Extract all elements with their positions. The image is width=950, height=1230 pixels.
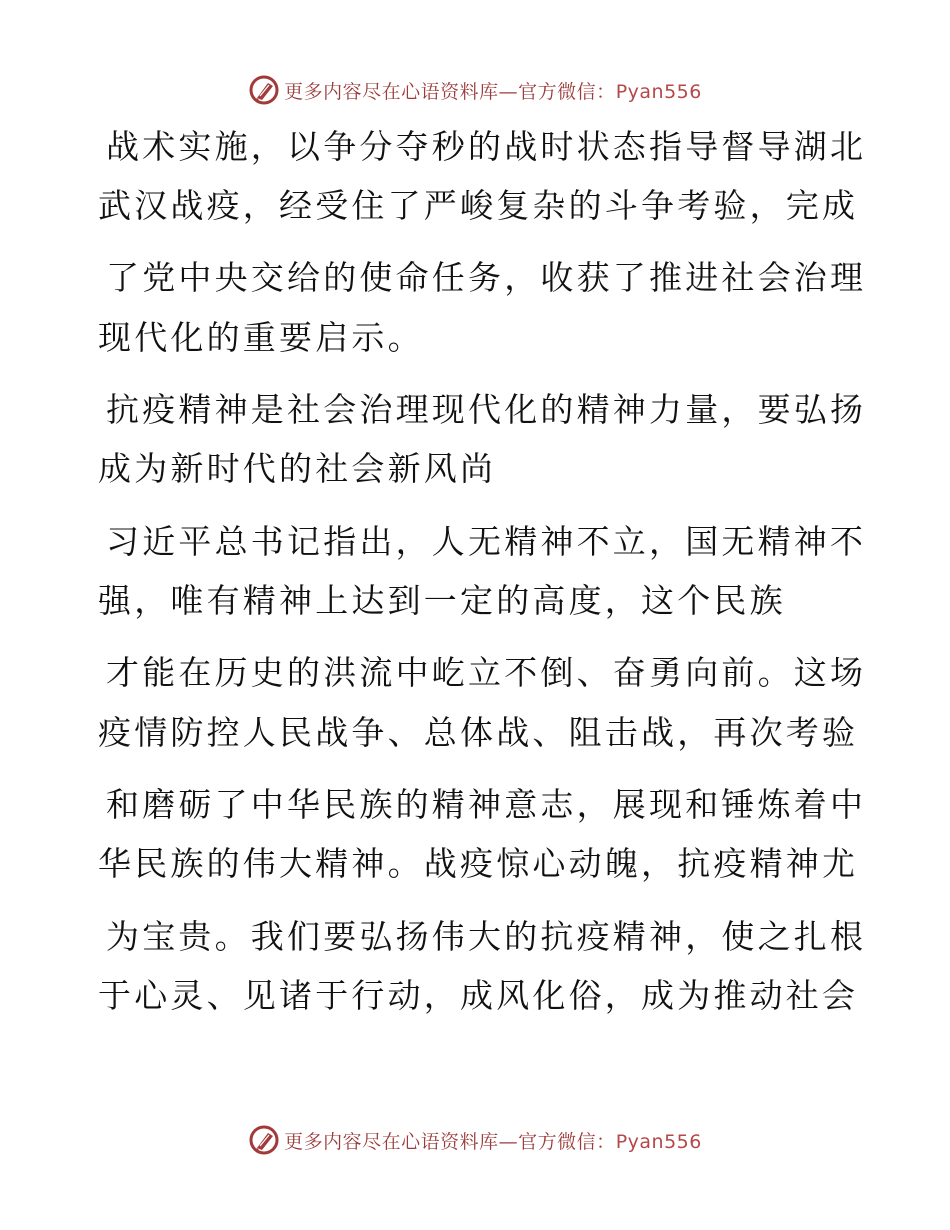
watermark-contact-value: Pyan556 bbox=[615, 80, 702, 103]
watermark-separator: — bbox=[498, 1130, 519, 1153]
text-line: 了党中央交给的使命任务，收获了推进社会治理 bbox=[106, 258, 867, 297]
watermark-separator: — bbox=[498, 80, 519, 103]
watermark-contact-label: 官方微信： bbox=[518, 1130, 616, 1153]
footer-watermark bbox=[0, 1120, 950, 1160]
text-line: 才能在历史的洪流中屹立不倒、奋勇向前。这场 bbox=[106, 653, 867, 692]
watermark-contact-value: Pyan556 bbox=[615, 1130, 702, 1153]
pen-nib-circle-icon bbox=[248, 1124, 280, 1156]
text-line: 武汉战疫，经受住了严峻复杂的斗争考验，完成 bbox=[98, 186, 859, 225]
watermark-brand: 更多内容尽在心语资料库 bbox=[284, 80, 499, 103]
text-line: 为宝贵。我们要弘扬伟大的抗疫精神，使之扎根 bbox=[106, 917, 867, 956]
text-line: 于心灵、见诸于行动，成风化俗，成为推动社会 bbox=[98, 976, 859, 1015]
watermark-text bbox=[284, 1127, 702, 1154]
text-line: 疫情防控人民战争、总体战、阻击战，再次考验 bbox=[98, 713, 859, 752]
text-line: 现代化的重要启示。 bbox=[98, 318, 424, 357]
text-line: 华民族的伟大精神。战疫惊心动魄，抗疫精神尤 bbox=[98, 844, 859, 883]
text-line: 成为新时代的社会新风尚 bbox=[98, 449, 497, 488]
pen-nib-circle-icon bbox=[248, 74, 280, 106]
watermark-text bbox=[284, 77, 702, 104]
text-line: 和磨砺了中华民族的精神意志，展现和锤炼着中 bbox=[106, 785, 867, 824]
text-line: 强，唯有精神上达到一定的高度，这个民族 bbox=[98, 581, 786, 620]
watermark-contact-label: 官方微信： bbox=[518, 80, 616, 103]
watermark-brand: 更多内容尽在心语资料库 bbox=[284, 1130, 499, 1153]
text-line: 习近平总书记指出，人无精神不立，国无精神不 bbox=[106, 522, 867, 561]
text-line: 抗疫精神是社会治理现代化的精神力量，要弘扬 bbox=[106, 390, 867, 429]
text-line: 战术实施，以争分夺秒的战时状态指导督导湖北 bbox=[106, 127, 867, 166]
header-watermark bbox=[0, 70, 950, 110]
